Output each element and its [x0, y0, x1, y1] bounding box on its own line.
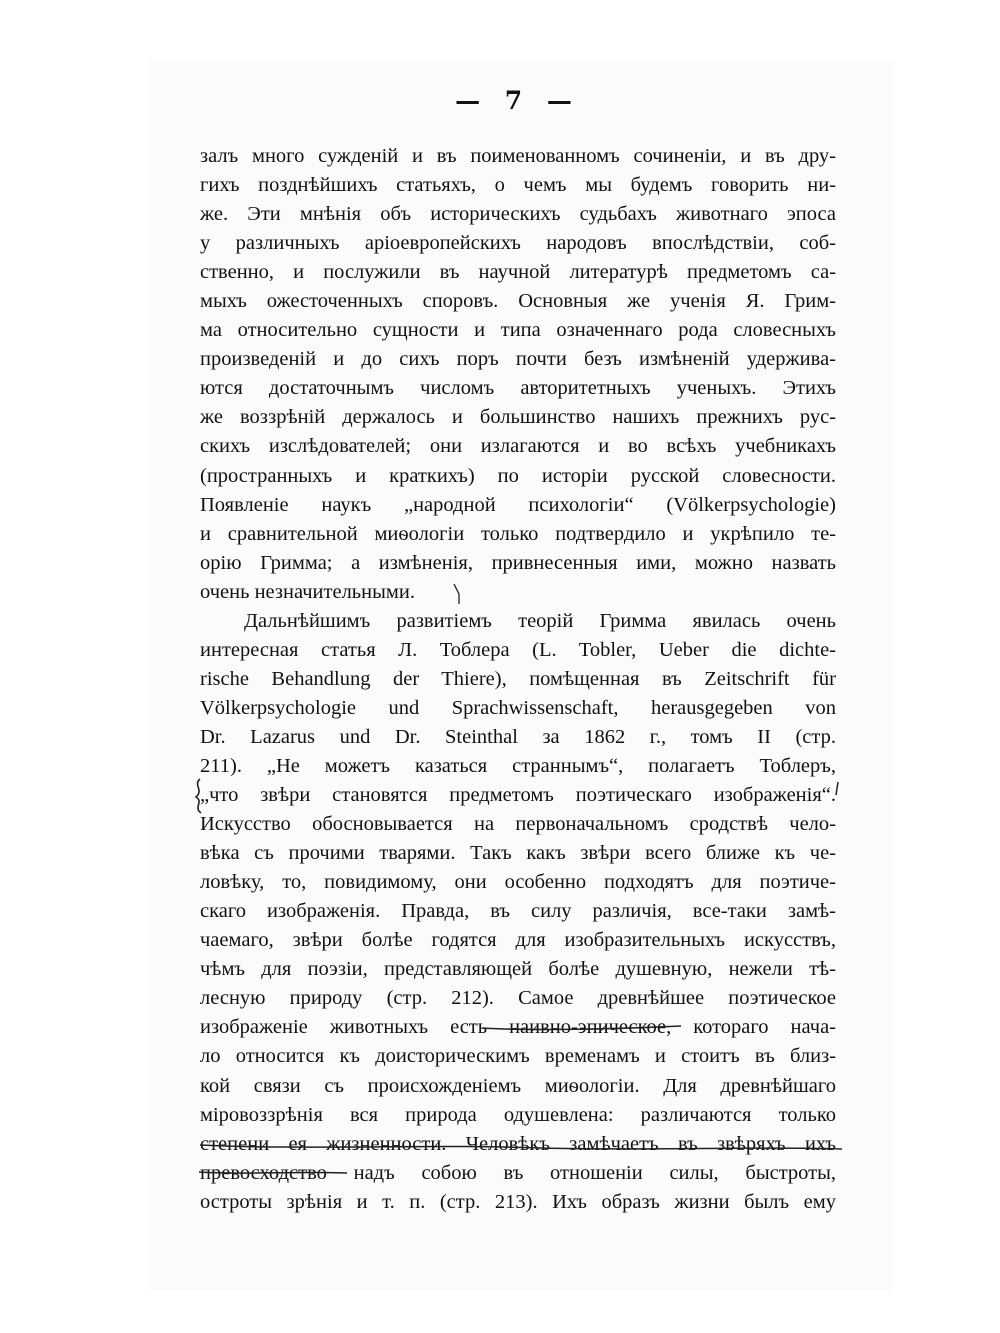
text-line: 211). „Не можетъ казаться страннымъ“, полагаетъ Тоблеръ, [200, 754, 836, 777]
text-line: гихъ позднѣйшихъ статьяхъ, о чемъ мы будемъ говорить ни- [200, 174, 836, 197]
text-line: „что звѣри становятся предметомъ поэтическаго изображенія“. [200, 784, 836, 807]
text-line: Dr. Lazarus und Dr. Steinthal за 1862 г., томъ II (стр. [200, 725, 836, 748]
paragraph-first-line: Дальнѣйшимъ развитіемъ теорій Гримма явилась очень [244, 609, 836, 632]
text-line: rische Behandlung der Thiere), помѣщенная въ Zeitschrift für [200, 667, 836, 690]
text-line: произведеній и до сихъ поръ почти безъ измѣненій удержива- [200, 348, 836, 371]
text-line: у различныхъ аріоевропейскихъ народовъ впослѣдствіи, соб- [200, 232, 836, 255]
page-number: — 7 — [455, 86, 580, 115]
text-line: ловѣку, то, повидимому, они особенно подходятъ для поэтиче- [200, 871, 836, 894]
text-line: же воззрѣній держалось и большинство нашихъ прежнихъ рус- [200, 406, 836, 429]
body-text [200, 142, 836, 1217]
text-line: превосходство надъ собою въ отношеніи силы, быстроты, [200, 1161, 836, 1184]
text-line: и сравнительной миѳологіи только подтвердило и укрѣпило те- [200, 522, 836, 545]
text-line: Появленіе наукъ „народной психологіи“ (Völkerpsychologie) [200, 493, 836, 516]
text-line: (пространныхъ и краткихъ) по исторіи русской словесности. [200, 464, 836, 487]
text-line: ственно, и послужили въ научной литературѣ предметомъ са- [200, 261, 836, 284]
text-line: орію Гримма; а измѣненія, привнесенныя ими, можно назвать [200, 551, 836, 574]
text-line: ма относительно сущности и типа означеннаго рода словесныхъ [200, 319, 836, 342]
text-line: скаго изображенія. Правда, въ силу различія, все-таки замѣ- [200, 900, 836, 923]
text-line: степени ея жизненности. Человѣкъ замѣчаетъ въ звѣряхъ ихъ [200, 1132, 836, 1155]
text-line: залъ много сужденій и въ поименованномъ сочиненіи, и въ дру- [200, 145, 836, 167]
text-line: мыхъ ожесточенныхъ споровъ. Основныя же ученія Я. Грим- [200, 290, 836, 313]
text-line: міровоззрѣнія вся природа одушевлена: различаются только [200, 1103, 836, 1126]
text-line: чѣмъ для поэзіи, представляющей болѣе душевную, нежели тѣ- [200, 958, 836, 981]
text-line: ются достаточнымъ числомъ авторитетныхъ ученыхъ. Этихъ [200, 377, 836, 400]
text-line: изображеніе животныхъ есть наивно-эпическое, котораго нача- [200, 1016, 836, 1039]
text-line: скихъ изслѣдователей; они излагаются и во всѣхъ учебникахъ [200, 435, 836, 458]
text-line: остроты зрѣнія и т. п. (стр. 213). Ихъ образъ жизни былъ ему [200, 1190, 836, 1213]
text-line: Völkerpsychologie und Sprachwissenschaft, herausgegeben von [200, 696, 836, 719]
text-line: кой связи съ происхожденіемъ миѳологіи. Для древнѣйшаго [200, 1074, 836, 1097]
text-line: вѣка съ прочими тварями. Такъ какъ звѣри всего ближе къ че- [200, 842, 836, 865]
text-line: очень незначительными. [200, 580, 415, 603]
text-line: ло относится къ доисторическимъ временамъ и стоитъ въ близ- [200, 1045, 836, 1068]
text-line: Искусство обосновывается на первоначальномъ сродствѣ чело- [200, 813, 836, 836]
text-line: же. Эти мнѣнія объ историческихъ судьбахъ животнаго эпоса [200, 203, 836, 226]
text-line: лесную природу (стр. 212). Самое древнѣйшее поэтическое [200, 987, 836, 1010]
text-line: чаемаго, звѣри болѣе годятся для изобразительныхъ искусствъ, [200, 929, 836, 952]
text-line: интересная статья Л. Тоблера (L. Tobler, Ueber die dichte- [200, 638, 836, 661]
